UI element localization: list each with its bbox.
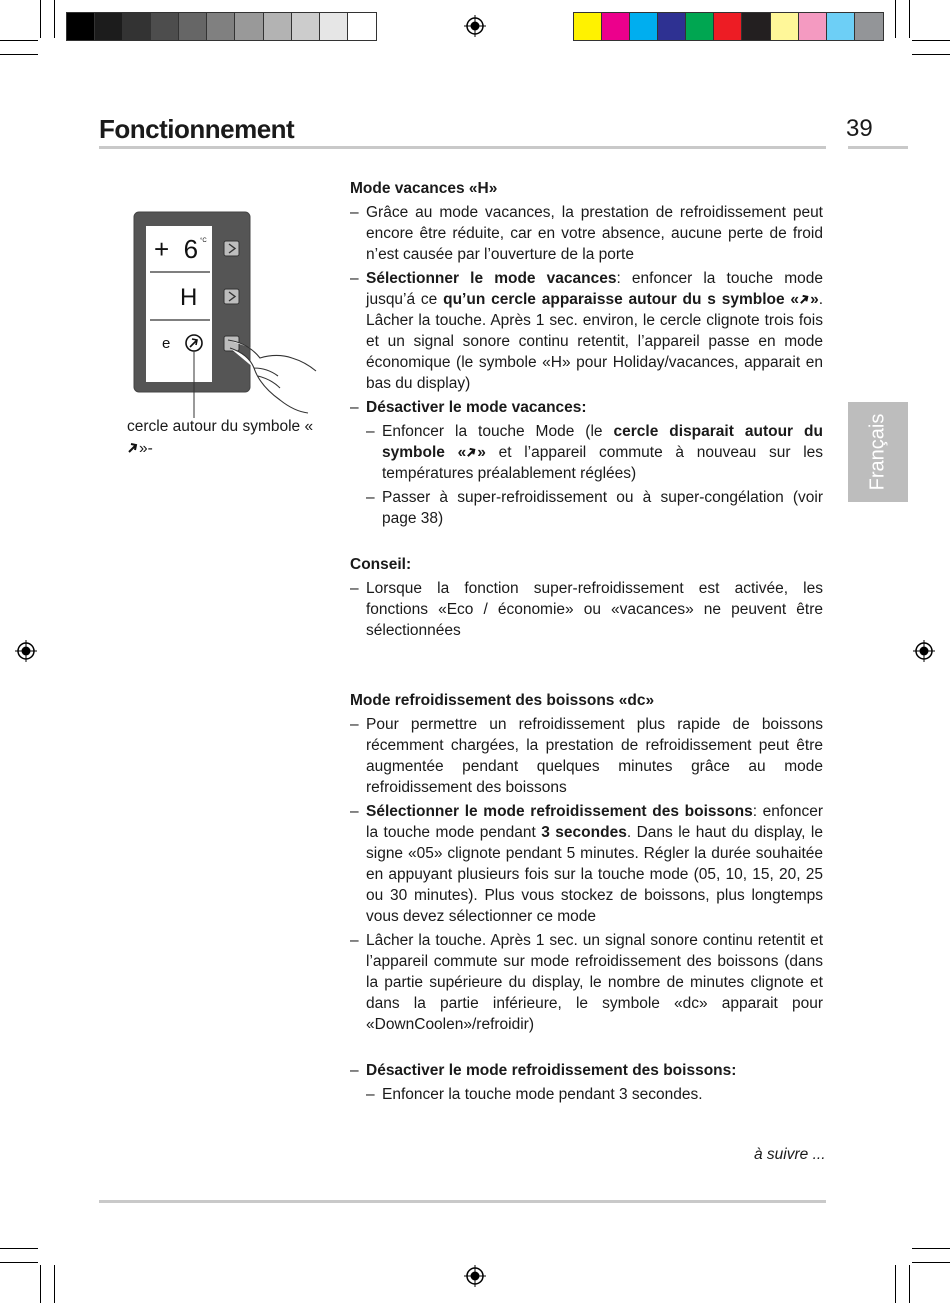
sub-list-item: – Enfoncer la touche Mode (le cercle disparait autour du symbole « » et l’appareil commute à nouveau sur les températures préalablement réglées) [350,421,823,484]
color-swatch [320,13,348,40]
color-swatch [264,13,292,40]
section-heading-boissons: Mode refroidissement des boissons «dc» [350,692,655,709]
crop-mark [912,54,950,55]
color-swatch [574,13,602,40]
crop-mark [909,1265,910,1303]
color-swatch [714,13,742,40]
color-swatch [207,13,235,40]
sub-list-item: – Passer à super-refroidissement ou à super-congélation (voir page 38) [350,487,823,529]
illustration-caption [127,416,327,460]
grayscale-bar [66,12,377,41]
crop-mark [40,1265,41,1303]
list-item: – Désactiver le mode vacances: [350,397,823,418]
color-swatch [348,13,376,40]
color-swatch [95,13,123,40]
sub-list-item: – Enfoncer la touche mode pendant 3 secondes. [350,1084,823,1105]
list-item: – Grâce au mode vacances, la prestation de refroidissement peut encore être réduite, car en votre absence, aucune perte de froid n’est causée par l’ouverture de la porte [350,202,823,265]
crop-mark [912,40,950,41]
color-swatch [235,13,263,40]
crop-mark [912,1262,950,1263]
color-swatch [827,13,855,40]
caption-text: cercle autour du symbole « [127,418,314,435]
display-mid-text: H [180,284,198,311]
holiday-symbol-icon [799,294,810,305]
color-swatch [771,13,799,40]
registration-mark-icon [913,640,935,662]
title-rule [99,146,826,149]
color-swatch [799,13,827,40]
display-unit-text: °C [200,238,207,244]
color-swatch [602,13,630,40]
color-swatch [686,13,714,40]
color-swatch [292,13,320,40]
display-top-text: + 6 [154,234,199,264]
page-number-rule [848,146,908,149]
list-item: – Sélectionner le mode vacances: enfoncer la touche mode jusqu’á ce qu’un cercle apparaisse autour du s symbloe « ». Lâcher la touche. Après 1 sec. environ, le cercle clignote trois fois et un signal sonore continu retentit, l’appareil passe en mode économique (le symbole «H» pour Holiday/vacances, apparait en bas du display) [350,268,823,394]
color-swatch [67,13,95,40]
crop-mark [895,1265,896,1303]
list-item: – Désactiver le mode refroidissement des boissons: [350,1060,823,1081]
list-item: – Sélectionner le mode refroidissement des boissons: enfoncer la touche mode pendant 3 secondes. Dans le haut du display, le signe «05» clignote pendant 5 minutes. Régler la durée souhaitée en appuyant plusieurs fois sur la touche mode (05, 10, 15, 20, 25 ou 30 minutes). Plus vous stockez de boissons, plus longtemps vous devez sélectionner ce mode [350,801,823,927]
page-number: 39 [846,115,873,142]
list-item: – Pour permettre un refroidissement plus rapide de boissons récemment chargées, la prestation de refroidissement peut être augmentée pendant quelques minutes grâce au mode refroidissement des boissons [350,714,823,798]
section-heading-conseil: Conseil: [350,556,412,573]
color-swatch [151,13,179,40]
registration-mark-icon [464,15,486,37]
display-bottom-symbol: e [162,335,171,352]
page-title: Fonctionnement [99,114,295,144]
language-tab [848,402,908,502]
control-panel-illustration [130,208,330,418]
color-swatch [123,13,151,40]
holiday-symbol-icon [466,447,477,458]
crop-mark [0,1262,38,1263]
list-item: – Lorsque la fonction super-refroidissement est activée, les fonctions «Eco / économie» ou «vacances» ne peuvent être sélectionnées [350,578,823,641]
crop-mark [40,0,41,38]
crop-mark [909,0,910,38]
main-content [350,178,823,1108]
crop-mark [0,54,38,55]
crop-mark [54,1265,55,1303]
color-swatch [179,13,207,40]
color-swatch [658,13,686,40]
crop-mark [895,0,896,38]
crop-mark [0,1248,38,1249]
footer-rule [99,1200,826,1203]
color-bar [573,12,884,41]
section-heading-vacances: Mode vacances «H» [350,180,498,197]
list-item: – Lâcher la touche. Après 1 sec. un signal sonore continu retentit et l’appareil commute sur mode refroidissement des boissons (dans la partie supérieure du display, le nombre de minutes clignote et dans la partie inférieure, le symbole «dc» apparait pour «DownCoolen»/refroidir) [350,930,823,1035]
color-swatch [630,13,658,40]
color-swatch [742,13,770,40]
registration-mark-icon [464,1265,486,1287]
language-tab-label: Français [866,413,889,491]
color-swatch [855,13,883,40]
crop-mark [0,40,38,41]
crop-mark [912,1248,950,1249]
continue-note: à suivre ... [754,1146,826,1163]
crop-mark [54,0,55,38]
registration-mark-icon [15,640,37,662]
holiday-symbol-icon [127,442,139,454]
caption-end-text: »- [139,440,153,457]
